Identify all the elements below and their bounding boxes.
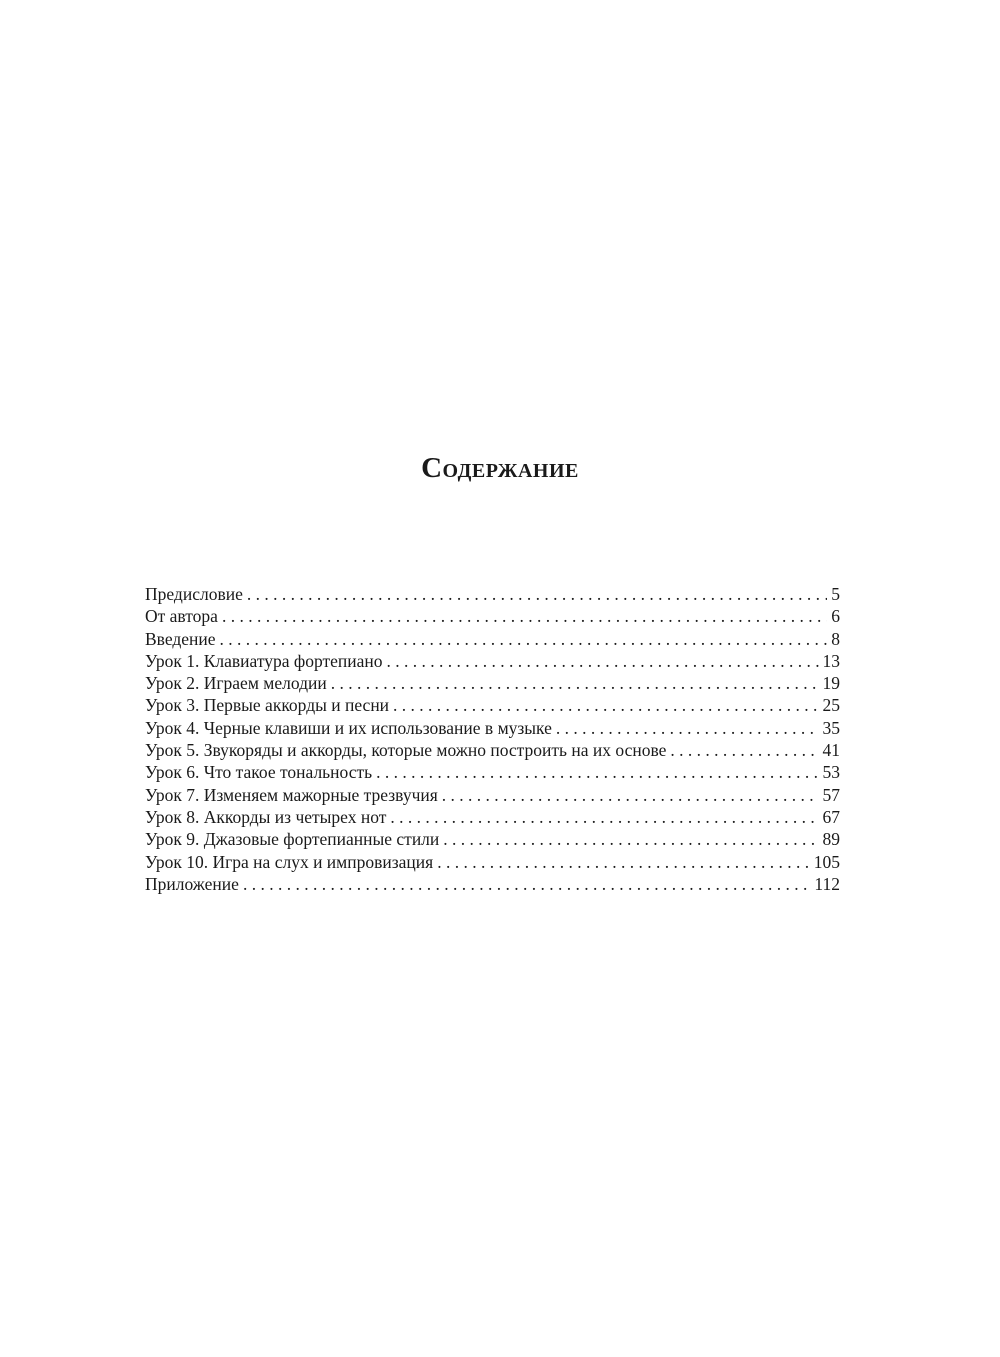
table-of-contents — [145, 583, 840, 895]
toc-entry-page: 41 — [822, 740, 840, 761]
toc-entry-page: 25 — [822, 695, 840, 716]
toc-entry-page: 53 — [822, 762, 840, 783]
toc-entry-page: 35 — [822, 717, 840, 738]
toc-entry-lesson-6 — [145, 761, 840, 783]
toc-leader-dots — [390, 806, 818, 828]
toc-entry-appendix — [145, 873, 840, 895]
toc-entry-from-author — [145, 605, 840, 627]
toc-entry-lesson-9 — [145, 828, 840, 850]
toc-entry-title: Урок 5. Звукоряды и аккорды, которые можно построить на их основе — [145, 740, 667, 761]
toc-entry-lesson-3 — [145, 694, 840, 716]
toc-leader-dots — [220, 628, 828, 650]
toc-entry-page: 105 — [813, 851, 840, 872]
toc-entry-lesson-2 — [145, 672, 840, 694]
toc-leader-dots — [222, 605, 827, 627]
toc-entry-lesson-5 — [145, 739, 840, 761]
toc-entry-lesson-10 — [145, 851, 840, 873]
toc-entry-title: Урок 7. Изменяем мажорные трезвучия — [145, 784, 438, 805]
toc-entry-introduction — [145, 628, 840, 650]
toc-entry-title: Урок 1. Клавиатура фортепиано — [145, 650, 383, 671]
toc-entry-lesson-1 — [145, 650, 840, 672]
toc-leader-dots — [387, 650, 819, 672]
toc-leader-dots — [393, 694, 818, 716]
toc-entry-title: Урок 10. Игра на слух и импровизация — [145, 851, 434, 872]
toc-entry-title: Введение — [145, 628, 216, 649]
toc-entry-preface — [145, 583, 840, 605]
toc-entry-lesson-4 — [145, 717, 840, 739]
toc-entry-page: 89 — [822, 829, 840, 850]
toc-entry-page: 19 — [822, 673, 840, 694]
toc-leader-dots — [437, 851, 810, 873]
toc-entry-title: Урок 4. Черные клавиши и их использование в музыке — [145, 717, 552, 738]
toc-entry-page: 6 — [831, 606, 840, 627]
toc-entry-lesson-8 — [145, 806, 840, 828]
toc-entry-page: 57 — [822, 784, 840, 805]
toc-entry-title: Урок 2. Играем мелодии — [145, 673, 327, 694]
toc-leader-dots — [443, 828, 818, 850]
toc-leader-dots — [247, 583, 827, 605]
toc-entry-title: От автора — [145, 606, 218, 627]
toc-entry-page: 5 — [831, 584, 840, 604]
page-title: Содержание — [421, 452, 579, 484]
toc-entry-title: Урок 6. Что такое тональность — [145, 762, 373, 783]
toc-entry-page: 67 — [822, 806, 840, 827]
toc-leader-dots — [556, 717, 819, 739]
toc-leader-dots — [243, 873, 810, 895]
toc-entry-page: 112 — [814, 873, 840, 894]
toc-entry-lesson-7 — [145, 784, 840, 806]
toc-entry-page: 8 — [831, 628, 840, 649]
toc-entry-title: Приложение — [145, 873, 239, 894]
toc-leader-dots — [670, 739, 818, 761]
toc-entry-title: Урок 9. Джазовые фортепианные стили — [145, 829, 440, 850]
toc-entry-page: 13 — [822, 650, 840, 671]
toc-leader-dots — [376, 761, 818, 783]
toc-entry-title: Предисловие — [145, 584, 243, 604]
toc-leader-dots — [331, 672, 819, 694]
toc-entry-title: Урок 8. Аккорды из четырех нот — [145, 806, 387, 827]
toc-entry-title: Урок 3. Первые аккорды и песни — [145, 695, 390, 716]
toc-leader-dots — [442, 784, 819, 806]
